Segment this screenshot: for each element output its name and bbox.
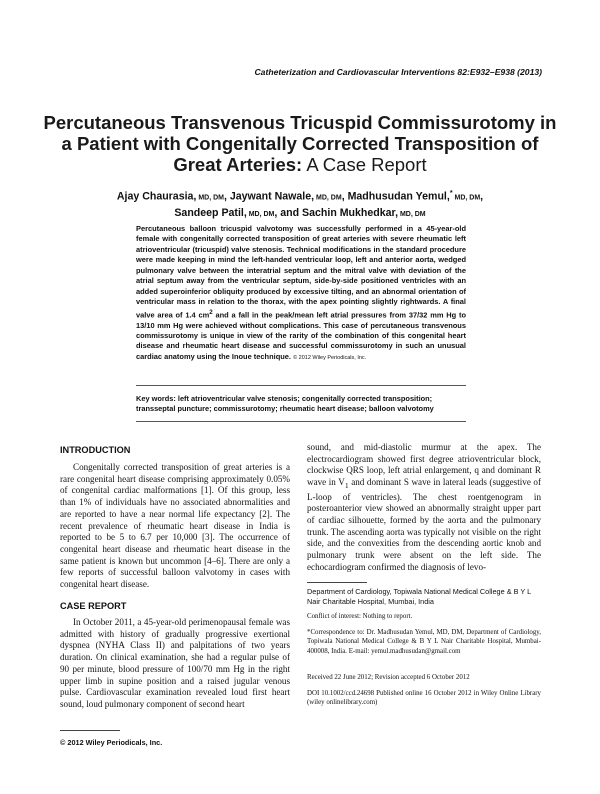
article-title — [40, 112, 560, 175]
author-degree: MD, DM — [398, 210, 426, 218]
divider — [136, 421, 466, 422]
author-degree: MD, DM — [452, 194, 481, 202]
intro-body — [60, 462, 290, 591]
case-report-paragraph: In October 2011, a 45-year-old perimenopausal female was admitted with history of gradually progressive exertional dyspnea (NYHA Class II) and palpitations of two years duration. On clinical examination, she had a regular pulse of 90 per minute, blood pressure of 100/70 mm Hg in the right upper limb in supine position and a raised jugular venous pulse. Cardiovascular examination revealed loud first heart sound, loud pulmonary component of second heart — [60, 617, 290, 709]
abstract-superscript: 2 — [209, 308, 213, 316]
right-column-paragraph — [307, 442, 541, 574]
title-main: Percutaneous Transvenous Tricuspid Commissurotomy in a Patient with Congenitally Corrected Transposition of Great Arteries: — [43, 112, 557, 175]
author-name: , Madhusudan Yemul, — [341, 190, 450, 203]
lead-subscript: 1 — [344, 480, 349, 490]
author-name: , Jaywant Nawale, — [223, 190, 315, 203]
doi-info: DOI 10.1002/ccd.24698 Published online 16 October 2012 in Wiley Online Library (wiley onlinelibrary.com) — [307, 690, 541, 707]
right-column-body — [307, 442, 541, 574]
footer-divider — [60, 730, 120, 731]
author-name: Sandeep Patil, — [174, 206, 247, 219]
conflict-of-interest: Conflict of interest: Nothing to report. — [307, 613, 413, 620]
received-dates: Received 22 June 2012; Revision accepted 6 October 2012 — [307, 674, 470, 681]
abstract-text: Percutaneous balloon tricuspid valvotomy was successfully performed in a 45-year-old female with congenitally corrected transposition of great arteries with severe rheumatic left atrioventricular (tricuspid) valve stenosis. Technical modifications in the standard procedure were made keeping in mind the left-handed ventricular loop, left and anterior aorta, wedged pulmonary valve between the interatrial septum and the mitral valve with deviation of the atrial septum away from the ventricular septum, side-by-side positioned ventricles with an added superoinferior obliquity produced by excessive tilting, and an abnormal orientation of ventricular mass in relation to the thorax, with the apex pointing slightly rightwards. A final valve area of 1.4 cm — [136, 224, 466, 320]
affiliation: Department of Cardiology, Topiwala National Medical College & B Y L Nair Charitable Hospital, Mumbai, India — [307, 587, 531, 606]
correspondence: *Correspondence to: Dr. Madhusudan Yemul, MD, DM, Department of Cardiology, Topiwala National Medical College & B Y L Nair Charitable Hospital, Mumbai-400008, India. E-mail: yemul.madhusudan@gmail.com — [307, 629, 541, 655]
divider — [136, 385, 466, 386]
case-report-heading: CASE REPORT — [60, 601, 127, 611]
author-list — [40, 186, 560, 222]
right-text: sound, and mid-diastolic murmur at the apex. The electrocardiogram showed first degree atrioventricular block, clockwise QRS loop, left atrial enlargement, q and dominant R wave in V — [307, 442, 541, 488]
author-separator: , — [480, 190, 484, 203]
case-report-body — [60, 617, 290, 711]
intro-heading: INTRODUCTION — [60, 445, 131, 455]
title-subtitle: A Case Report — [302, 154, 427, 175]
corresponding-mark: * — [449, 190, 453, 197]
right-text-cont: and dominant S wave in lateral leads (suggestive of L-loop of ventricles). The chest roentgenogram in posteroanterior view showed an abnormally straight upper part of cardiac silhouette, formed by the aorta and the pulmonary trunk. The ascending aorta was typically not visible on the right side, and the convexities from the descending aortic knob and pulmonary trunk were absent on the left side. The echocardiogram confirmed the diagnosis of levo- — [307, 477, 542, 572]
author-degree: MD, DM — [196, 194, 224, 202]
abstract — [136, 224, 466, 363]
abstract-copyright: © 2012 Wiley Periodicals, Inc. — [293, 354, 367, 361]
footnote-divider — [307, 582, 367, 583]
abstract-text-cont: and a fall in the peak/mean left atrial pressures from 37/32 mm Hg to 13/10 mm Hg were achieved without complications. This case of percutaneous transvenous commissurotomy is unique in view of the rarity of the combination of this congenital heart disease and rheumatic heart disease and successful commissurotomy in such an unusual cardiac anatomy using the Inoue technique. — [136, 310, 466, 361]
intro-paragraph: Congenitally corrected transposition of great arteries is a rare congenital heart disease comprising approximately 0.05% of congenital cardiac malformations [1]. Of this group, less than 1% of individuals have no associated abnormalities and are reported to have a near normal life expectancy [2]. The recent prevalence of rheumatic heart disease in India is reported to be 5 to 6.7 per 10,000 [3]. The occurrence of congenital heart disease and rheumatic heart disease in the same patient is known but uncommon [4–6]. There are only a few reports of successful balloon valvotomy in cases with congenital heart disease. — [60, 462, 290, 590]
keywords: Key words: left atrioventricular valve stenosis; congenitally corrected transposition; transseptal puncture; commissurotomy; rheumatic heart disease; balloon valvotomy — [136, 394, 434, 414]
author-degree: MD, DM — [246, 210, 275, 218]
page-footer: © 2012 Wiley Periodicals, Inc. — [60, 738, 163, 747]
journal-header: Catheterization and Cardiovascular Interventions 82:E932–E938 (2013) — [254, 67, 542, 77]
author-name: , and Sachin Mukhedkar, — [274, 206, 399, 219]
author-degree: MD, DM — [314, 194, 342, 202]
author-name: Ajay Chaurasia, — [116, 190, 197, 203]
